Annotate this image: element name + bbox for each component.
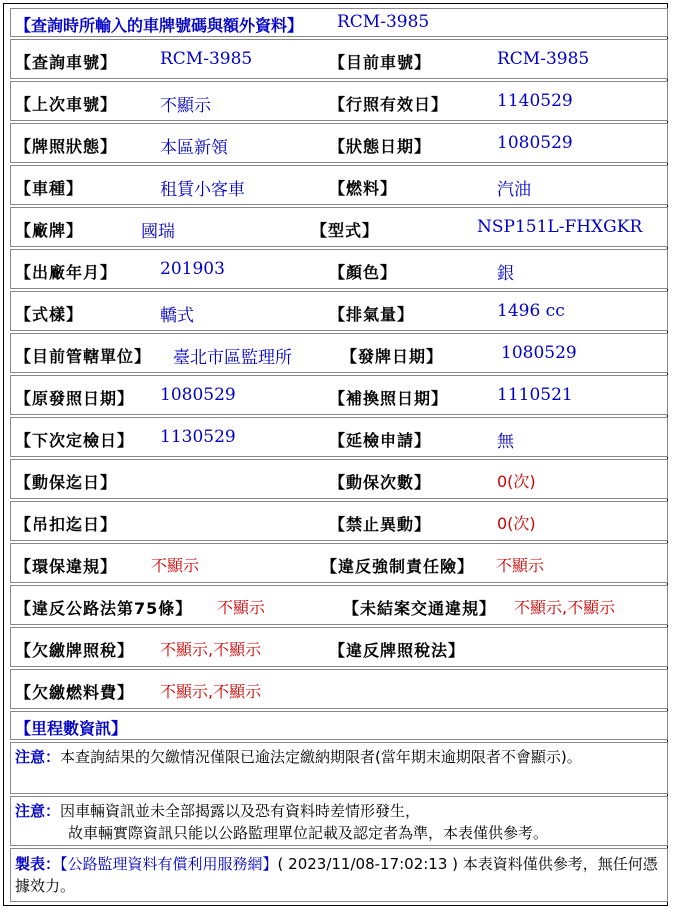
field-label: 【燃料】 <box>329 179 398 198</box>
field-label: 【違反牌照稅法】 <box>329 641 466 660</box>
field-label: 【出廠年月】 <box>15 263 118 282</box>
field-value: 1140529 <box>497 91 573 111</box>
field-label: 【行照有效日】 <box>329 95 449 114</box>
table-row <box>10 501 668 541</box>
note-3-text: ( 2023/11/08-17:02:13 ) 本表資料僅供參考，無任何憑據效力。 <box>15 855 658 895</box>
note-1-text: 本查詢結果的欠繳情況僅限已逾法定繳納期限者(當年期末逾期限者不會顯示)。 <box>60 748 582 766</box>
mileage-row[interactable] <box>10 711 668 740</box>
field-label: 【原發照日期】 <box>15 389 135 408</box>
field-value: 臺北市區監理所 <box>173 348 292 368</box>
field-label: 【延檢申請】 <box>329 431 432 450</box>
note-2 <box>10 796 668 846</box>
table-row <box>10 417 668 457</box>
field-value: 銀 <box>497 264 514 284</box>
mileage-link[interactable]: 【里程數資訊】 <box>15 719 128 738</box>
field-value: 不顯示,不顯示 <box>160 682 262 701</box>
field-label: 【禁止異動】 <box>329 515 432 534</box>
table-row <box>10 291 668 331</box>
field-value: 租賃小客車 <box>160 180 245 200</box>
table-row <box>10 333 668 373</box>
field-value: 無 <box>497 432 514 452</box>
field-value: 1496 cc <box>497 301 565 321</box>
note-2-line2: 故車輛實際資訊只能以公路監理單位記載及認定者為準，本表僅供參考。 <box>68 824 549 842</box>
field-label: 【違反公路法第75條】 <box>15 599 193 618</box>
note-2-label: 注意： <box>15 802 61 820</box>
field-label: 【欠繳燃料費】 <box>15 683 135 702</box>
table-row <box>10 207 668 247</box>
field-label: 【欠繳牌照稅】 <box>15 641 135 660</box>
field-label: 【發牌日期】 <box>341 347 444 366</box>
field-label: 【上次車號】 <box>15 95 118 114</box>
field-value: 1080529 <box>160 385 236 405</box>
table-row <box>10 39 668 79</box>
field-label: 【下次定檢日】 <box>15 431 135 450</box>
table-row <box>10 165 668 205</box>
field-value: 國瑞 <box>141 222 175 242</box>
field-value: 本區新領 <box>160 138 228 158</box>
field-value: 不顯示 <box>496 556 545 575</box>
header-plate: RCM-3985 <box>337 12 430 32</box>
result-table <box>3 3 668 906</box>
field-label: 【動保迄日】 <box>15 473 118 492</box>
service-link[interactable]: 【公路監理資料有償利用服務網】 <box>60 855 278 873</box>
field-label: 【排氣量】 <box>329 305 415 324</box>
note-3 <box>10 848 668 902</box>
table-row <box>10 249 668 289</box>
table-row <box>10 627 668 667</box>
field-label: 【違反強制責任險】 <box>321 557 475 576</box>
field-value: 1080529 <box>501 343 577 363</box>
field-label: 【查詢車號】 <box>15 53 118 72</box>
header-row <box>10 8 668 37</box>
table-row <box>10 459 668 499</box>
field-value: 轎式 <box>160 306 194 326</box>
field-value: NSP151L-FHXGKR <box>477 217 643 237</box>
field-value: RCM-3985 <box>497 49 590 69</box>
table-row <box>10 81 668 121</box>
field-label: 【環保違規】 <box>15 557 118 576</box>
field-label: 【補換照日期】 <box>329 389 449 408</box>
note-1-label: 注意： <box>15 748 61 766</box>
field-label: 【車種】 <box>15 179 84 198</box>
field-value: 不顯示 <box>217 598 266 617</box>
field-value: 0(次) <box>497 472 536 491</box>
field-value: 不顯示 <box>151 556 200 575</box>
field-label: 【顏色】 <box>329 263 398 282</box>
field-label: 【動保次數】 <box>329 473 432 492</box>
field-label: 【狀態日期】 <box>329 137 432 156</box>
field-value: 201903 <box>160 259 225 279</box>
note-1 <box>10 742 668 794</box>
table-row <box>10 543 668 583</box>
field-value: 不顯示,不顯示 <box>514 598 616 617</box>
field-label: 【型式】 <box>311 221 380 240</box>
field-label: 【目前管轄單位】 <box>15 347 152 366</box>
field-value: 0(次) <box>497 514 536 533</box>
field-value: 1130529 <box>160 427 236 447</box>
field-value: RCM-3985 <box>160 49 253 69</box>
field-label: 【未結案交通違規】 <box>343 599 497 618</box>
table-row <box>10 585 668 625</box>
table-row <box>10 123 668 163</box>
field-label: 【牌照狀態】 <box>15 137 118 156</box>
note-3-label: 製表： <box>15 855 61 873</box>
field-label: 【式樣】 <box>15 305 84 324</box>
table-row <box>10 669 668 709</box>
note-2-line1: 因車輛資訊並未全部揭露以及恐有資料時差情形發生， <box>60 802 421 820</box>
field-value: 汽油 <box>497 180 531 200</box>
field-value: 不顯示,不顯示 <box>160 640 262 659</box>
field-label: 【目前車號】 <box>329 53 432 72</box>
field-value: 1110521 <box>497 385 573 405</box>
field-value: 不顯示 <box>160 96 211 116</box>
header-label: 【查詢時所輸入的車牌號碼與額外資料】 <box>15 16 304 35</box>
field-label: 【廠牌】 <box>15 221 84 240</box>
field-label: 【吊扣迄日】 <box>15 515 118 534</box>
field-value: 1080529 <box>497 133 573 153</box>
table-row <box>10 375 668 415</box>
